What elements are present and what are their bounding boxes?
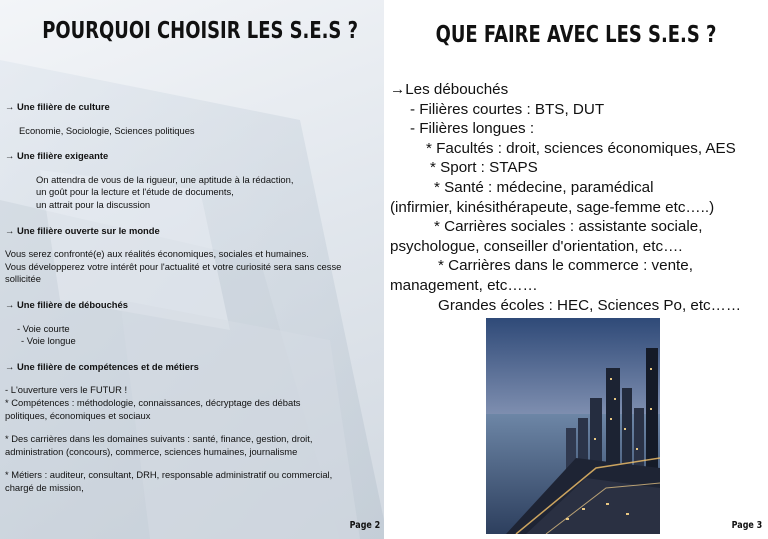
section-heading: → Une filière de culture bbox=[5, 101, 110, 112]
section-heading: → Une filière exigeante bbox=[5, 150, 109, 162]
section-line: chargé de mission, bbox=[5, 481, 84, 493]
page-number: Page 2 bbox=[349, 520, 380, 531]
section-line: un attrait pour la discussion bbox=[36, 198, 151, 210]
section-line: On attendra de vous de la rigueur, une aptitude à la rédaction, bbox=[36, 173, 294, 185]
city-skyline-photo bbox=[486, 318, 660, 534]
section-line: Vous développerez votre intérêt pour l'actualité et votre curiosité sera sans cesse bbox=[5, 260, 342, 272]
section-line: * Des carrières dans les domaines suivants : santé, finance, gestion, droit, bbox=[5, 433, 313, 445]
content-line: psychologue, conseiller d'orientation, etc…. bbox=[390, 237, 683, 255]
section-line: sollicitée bbox=[5, 273, 41, 285]
section-line: * Métiers : auditeur, consultant, DRH, responsable administratif ou commercial, bbox=[5, 469, 333, 481]
page-3 bbox=[384, 0, 768, 539]
section-line: Economie, Sociologie, Sciences politiques bbox=[19, 124, 195, 136]
section-line: administration (concours), commerce, sciences humaines, journalisme bbox=[5, 445, 298, 457]
content-line: Grandes écoles : HEC, Sciences Po, etc…… bbox=[438, 296, 742, 314]
page-2-content bbox=[5, 101, 377, 494]
content-line: management, etc…… bbox=[390, 276, 538, 294]
content-line: (infirmier, kinésithérapeute, sage-femme etc…..) bbox=[390, 198, 715, 216]
section-line: - Voie longue bbox=[21, 335, 76, 347]
content-line: * Carrières sociales : assistante sociale, bbox=[434, 218, 703, 236]
content-line: - Filières courtes : BTS, DUT bbox=[410, 100, 605, 118]
section-heading: → Une filière de compétences et de métiers bbox=[5, 360, 199, 372]
content-line: * Santé : médecine, paramédical bbox=[434, 178, 654, 196]
page-title: POURQUOI CHOISIR LES S.E.S ? bbox=[42, 18, 359, 44]
section-heading: → Une filière ouverte sur le monde bbox=[5, 224, 160, 236]
content-line: * Carrières dans le commerce : vente, bbox=[438, 257, 693, 275]
section-line: - L'ouverture vers le FUTUR ! bbox=[5, 384, 128, 396]
content-line: * Facultés : droit, sciences économiques, AES bbox=[426, 139, 736, 157]
section-line: Vous serez confronté(e) aux réalités économiques, sociales et humaines. bbox=[5, 248, 309, 260]
content-line: * Sport : STAPS bbox=[430, 159, 538, 177]
section-line: - Voie courte bbox=[17, 322, 70, 334]
section-line: un goût pour la lecture et l'étude de documents, bbox=[36, 186, 234, 198]
content-line: →Les débouchés bbox=[390, 81, 509, 98]
content-line: - Filières longues : bbox=[410, 120, 535, 138]
page-3-content bbox=[390, 80, 768, 315]
page-title: QUE FAIRE AVEC LES S.E.S ? bbox=[435, 22, 717, 48]
section-heading: → Une filière de débouchés bbox=[5, 298, 128, 310]
page-number: Page 3 bbox=[731, 520, 762, 531]
section-line: * Compétences : méthodologie, connaissances, décryptage des débats bbox=[5, 396, 301, 408]
section-line: politiques, économiques et sociaux bbox=[5, 409, 151, 421]
